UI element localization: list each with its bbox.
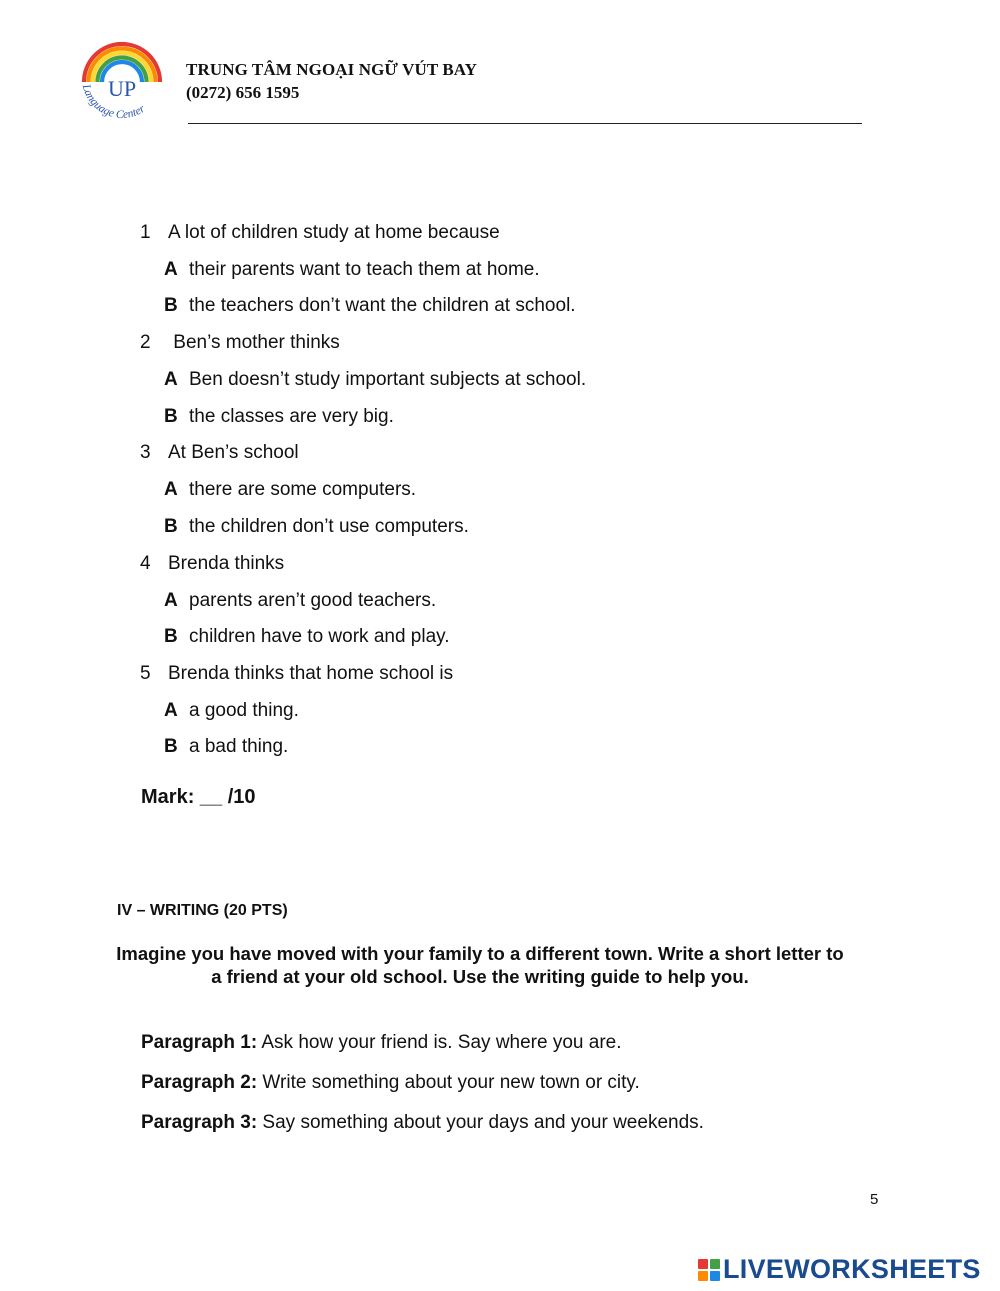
option-text: children have to work and play.: [189, 626, 450, 647]
question-3-option-b[interactable]: [164, 516, 469, 538]
question-4-option-b[interactable]: [164, 626, 450, 648]
brand-block-green: [710, 1259, 720, 1269]
question-3: [140, 442, 299, 464]
option-text: Ben doesn’t study important subjects at school.: [189, 369, 587, 390]
header-rule: [188, 123, 862, 124]
paragraph-guide-1: [141, 1032, 622, 1054]
question-2-option-a[interactable]: [164, 369, 586, 391]
question-stem: A lot of children study at home because: [168, 222, 500, 243]
question-3-option-a[interactable]: [164, 479, 416, 501]
option-letter: B: [164, 736, 178, 757]
option-letter: B: [164, 626, 178, 647]
mark-score: Mark: __ /10: [141, 786, 256, 808]
brand-block-red: [698, 1259, 708, 1269]
paragraph-label: Paragraph 1:: [141, 1032, 258, 1053]
logo-up-text: UP: [107, 76, 137, 101]
question-number: 5: [140, 663, 151, 684]
paragraph-guide-3: [141, 1112, 704, 1134]
question-stem: Ben’s mother thinks: [168, 332, 340, 353]
question-2: [140, 332, 340, 354]
question-5: [140, 663, 453, 685]
question-1: [140, 222, 500, 244]
option-letter: B: [164, 516, 178, 537]
question-4-option-a[interactable]: [164, 590, 436, 612]
paragraph-label: Paragraph 3:: [141, 1112, 258, 1133]
question-number: 4: [140, 553, 151, 574]
page-number: 5: [870, 1191, 879, 1208]
logo-arc-text: Language Center: [79, 83, 148, 122]
option-text: the teachers don’t want the children at school.: [189, 295, 576, 316]
brand-name: LIVEWORKSHEETS: [723, 1254, 981, 1284]
brand-block-blue: [710, 1271, 720, 1281]
question-number: 2: [140, 332, 151, 353]
option-letter: A: [164, 259, 178, 280]
option-text: a good thing.: [189, 700, 299, 721]
writing-section-heading: IV – WRITING (20 PTS): [117, 902, 288, 919]
question-1-option-a[interactable]: [164, 259, 540, 281]
option-letter: B: [164, 406, 178, 427]
question-stem: Brenda thinks: [168, 553, 285, 574]
brand-blocks-icon: [698, 1259, 720, 1281]
option-text: their parents want to teach them at home.: [189, 259, 540, 280]
question-number: 1: [140, 222, 151, 243]
option-letter: A: [164, 479, 178, 500]
question-4: [140, 553, 284, 575]
paragraph-label: Paragraph 2:: [141, 1072, 258, 1093]
center-logo: [76, 38, 168, 124]
question-5-option-a[interactable]: [164, 700, 299, 722]
option-text: parents aren’t good teachers.: [189, 590, 437, 611]
option-letter: A: [164, 369, 178, 390]
brand-block-orange: [698, 1271, 708, 1281]
option-text: the children don’t use computers.: [189, 516, 469, 537]
liveworksheets-logo[interactable]: [698, 1256, 981, 1283]
center-name: TRUNG TÂM NGOẠI NGỮ VÚT BAY: [186, 60, 477, 79]
option-letter: A: [164, 590, 178, 611]
question-stem: At Ben’s school: [168, 442, 299, 463]
question-1-option-b[interactable]: [164, 295, 576, 317]
paragraph-text: Ask how your friend is. Say where you are.: [257, 1032, 622, 1053]
paragraph-text: Say something about your days and your weekends.: [257, 1112, 704, 1133]
question-5-option-b[interactable]: [164, 736, 288, 758]
option-text: there are some computers.: [189, 479, 417, 500]
paragraph-text: Write something about your new town or city.: [257, 1072, 640, 1093]
option-letter: B: [164, 295, 178, 316]
center-phone: (0272) 656 1595: [186, 83, 300, 102]
option-text: a bad thing.: [189, 736, 289, 757]
option-text: the classes are very big.: [189, 406, 394, 427]
question-2-option-b[interactable]: [164, 406, 394, 428]
option-letter: A: [164, 700, 178, 721]
question-stem: Brenda thinks that home school is: [168, 663, 454, 684]
question-number: 3: [140, 442, 151, 463]
paragraph-guide-2: [141, 1072, 640, 1094]
writing-instruction: Imagine you have moved with your family to a different town. Write a short letter to a friend at your old school. Use the writing guide to help you.: [116, 943, 844, 987]
